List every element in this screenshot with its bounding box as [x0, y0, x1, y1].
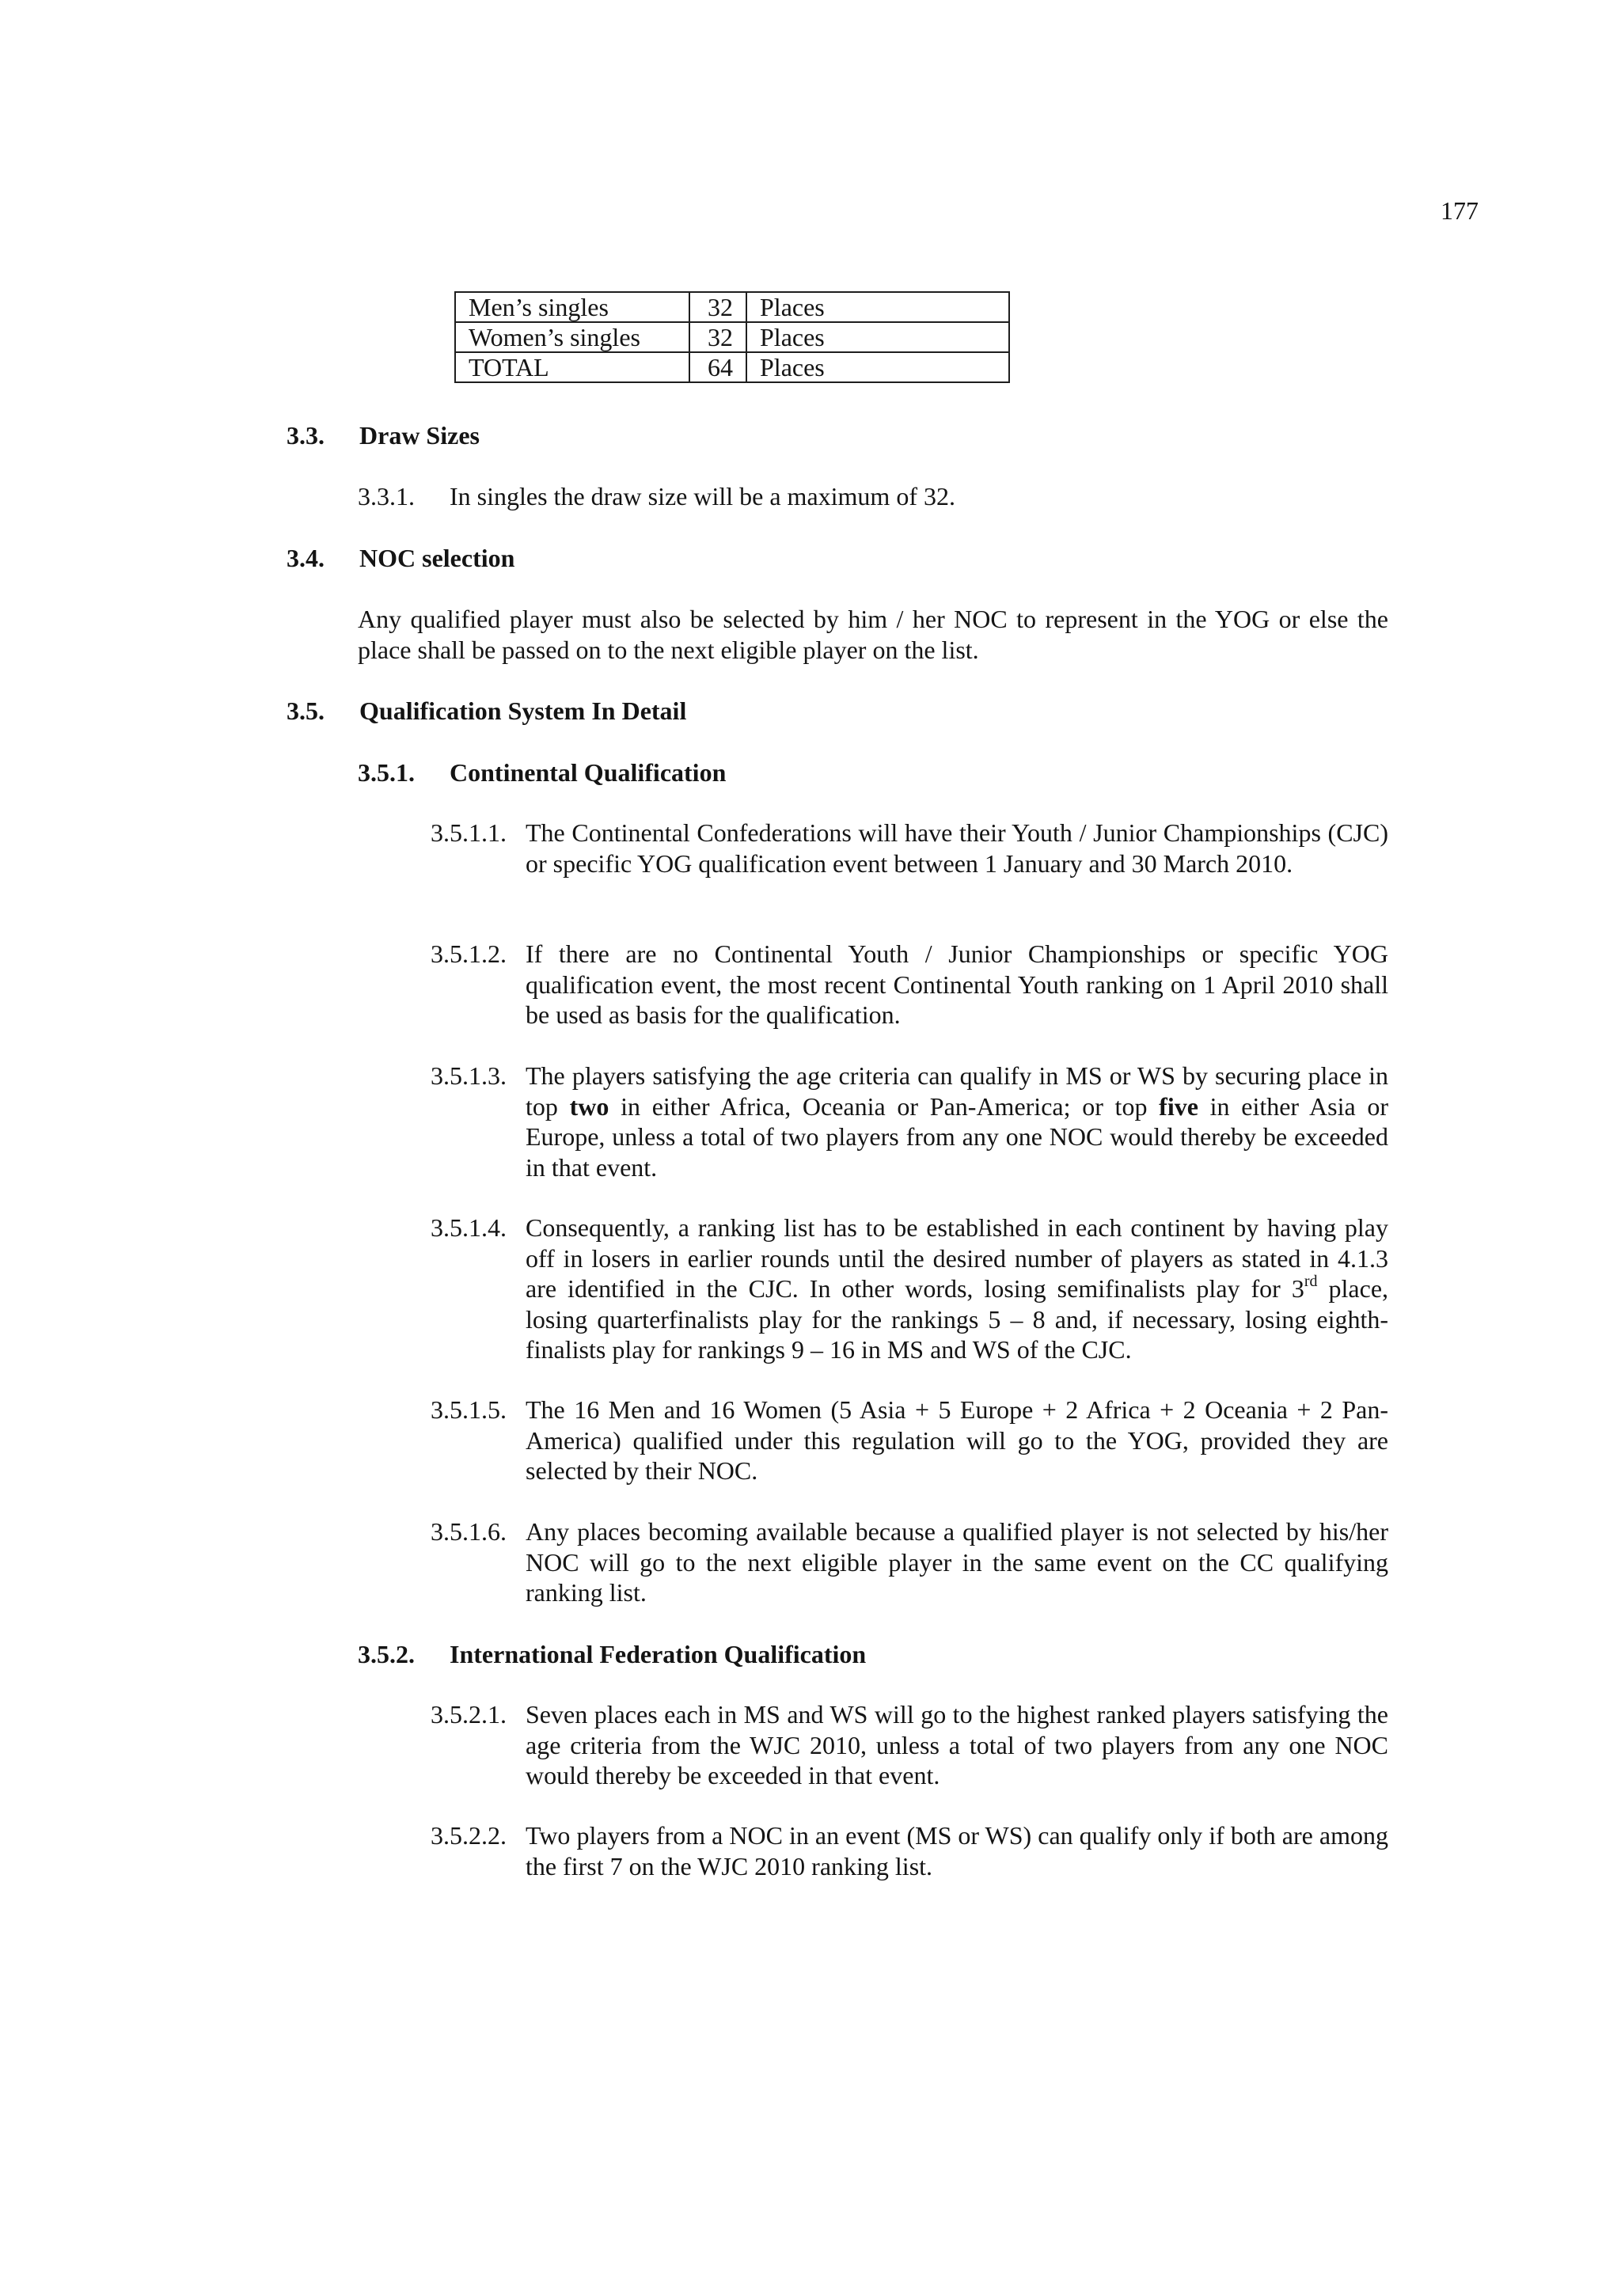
- table-cell-unit: Places: [746, 352, 1009, 382]
- section-heading-3-5: [287, 695, 1395, 727]
- table-cell-event: TOTAL: [455, 352, 689, 382]
- clause-3-5-1-2: [431, 939, 1388, 1030]
- clause-number: 3.5.1.4.: [431, 1213, 507, 1242]
- page-number: 177: [1441, 196, 1479, 225]
- clause-3-5-1-6: [431, 1516, 1388, 1608]
- section-number: 3.5.: [287, 696, 325, 725]
- table-cell-count: 32: [689, 292, 746, 322]
- clause-number: 3.5.2.1.: [431, 1700, 507, 1729]
- clause-number: 3.5.1.3.: [431, 1061, 507, 1090]
- table-row: [455, 322, 1009, 352]
- table-cell-event: Women’s singles: [455, 322, 689, 352]
- section-title: NOC selection: [359, 544, 515, 572]
- clause-3-5-1-5: [431, 1395, 1388, 1486]
- clause-3-5-1-3: [431, 1061, 1388, 1182]
- clause-text: The 16 Men and 16 Women (5 Asia + 5 Europe + 2 Africa + 2 Oceania + 2 Pan-America) qualified under this regulation will go to the YOG, provided they are selected by their NOC.: [526, 1395, 1388, 1485]
- superscript-ordinal: rd: [1304, 1273, 1318, 1290]
- clause-text: If there are no Continental Youth / Junior Championships or specific YOG qualification event, the most recent Continental Youth ranking on 1 April 2010 shall be used as basis for the qualification.: [526, 939, 1388, 1029]
- noc-selection-text: Any qualified player must also be selected by him / her NOC to represent in the YOG or else the place shall be passed on to the next eligible player on the list.: [358, 605, 1388, 664]
- clause-text: Any places becoming available because a qualified player is not selected by his/her NOC will go to the next eligible player in the same event on the CC qualifying ranking list.: [526, 1517, 1388, 1607]
- clause-text-part: in either Asia or Europe, unless a total of two players from any one NOC would thereby be exceeded in that event.: [526, 1091, 1389, 1182]
- table-row: [455, 292, 1009, 322]
- section-heading-3-3: [287, 419, 1395, 451]
- clause-text: Seven places each in MS and WS will go to the highest ranked players satisfying the age criteria from the WJC 2010, unless a total of two players from any one NOC would thereby be exceeded in that event.: [526, 1700, 1388, 1789]
- clause-text-part: The players satisfying the age criteria can qualify in MS or WS by securing place in top: [526, 1061, 1388, 1121]
- clause-text-part: in either Africa, Oceania or Pan-America; or top: [621, 1091, 1148, 1121]
- section-number: 3.4.: [287, 544, 325, 572]
- section-title: Qualification System In Detail: [359, 696, 687, 725]
- section-title: International Federation Qualification: [450, 1640, 867, 1668]
- clause-text: [526, 1213, 1388, 1365]
- table-row: [455, 352, 1009, 382]
- clause-emphasis: two: [569, 1091, 609, 1121]
- clause-text: The Continental Confederations will have their Youth / Junior Championships (CJC) or specific YOG qualification event between 1 January and 30 March 2010.: [526, 818, 1388, 878]
- clause-text: [526, 1061, 1388, 1182]
- section-heading-3-5-1: [358, 757, 1466, 788]
- table-cell-unit: Places: [746, 322, 1009, 352]
- table-cell-unit: Places: [746, 292, 1009, 322]
- clause-text: In singles the draw size will be a maximum of 32.: [450, 482, 955, 510]
- section-title: Draw Sizes: [359, 421, 480, 450]
- clause-number: 3.5.1.2.: [431, 939, 507, 968]
- table-cell-count: 32: [689, 322, 746, 352]
- section-number: 3.5.1.: [358, 758, 415, 787]
- section-heading-3-5-2: [358, 1638, 1466, 1670]
- clause-number: 3.5.2.2.: [431, 1821, 507, 1850]
- section-title: Continental Qualification: [450, 758, 727, 787]
- table-cell-event: Men’s singles: [455, 292, 689, 322]
- clause-number: 3.3.1.: [358, 482, 415, 510]
- clause-text: Two players from a NOC in an event (MS or WS) can qualify only if both are among the first 7 on the WJC 2010 ranking list.: [526, 1821, 1388, 1880]
- clause-number: 3.5.1.6.: [431, 1517, 507, 1546]
- section-heading-3-4: [287, 542, 1395, 574]
- clause-number: 3.5.1.5.: [431, 1395, 507, 1424]
- clause-number: 3.5.1.1.: [431, 818, 507, 847]
- section-number: 3.3.: [287, 421, 325, 450]
- section-number: 3.5.2.: [358, 1640, 415, 1668]
- clause-3-5-2-1: [431, 1699, 1388, 1791]
- clause-3-5-1-1: [431, 818, 1388, 879]
- clause-text-part: Consequently, a ranking list has to be established in each continent by having play off in losers in earlier rounds until the desired number of players as stated in 4.1.3 are identified in the CJC. In other words, losing semifinalists play for 3: [526, 1213, 1388, 1303]
- clause-emphasis: five: [1159, 1091, 1198, 1121]
- clause-text-part: place, losing quarterfinalists play for the rankings 5 – 8 and, if necessary, losing eighth-finalists play for rankings 9 – 16 in MS and WS of the CJC.: [526, 1274, 1389, 1364]
- clause-3-5-2-2: [431, 1820, 1388, 1881]
- places-table: [454, 291, 1010, 383]
- table-cell-count: 64: [689, 352, 746, 382]
- clause-3-5-1-4: [431, 1213, 1388, 1365]
